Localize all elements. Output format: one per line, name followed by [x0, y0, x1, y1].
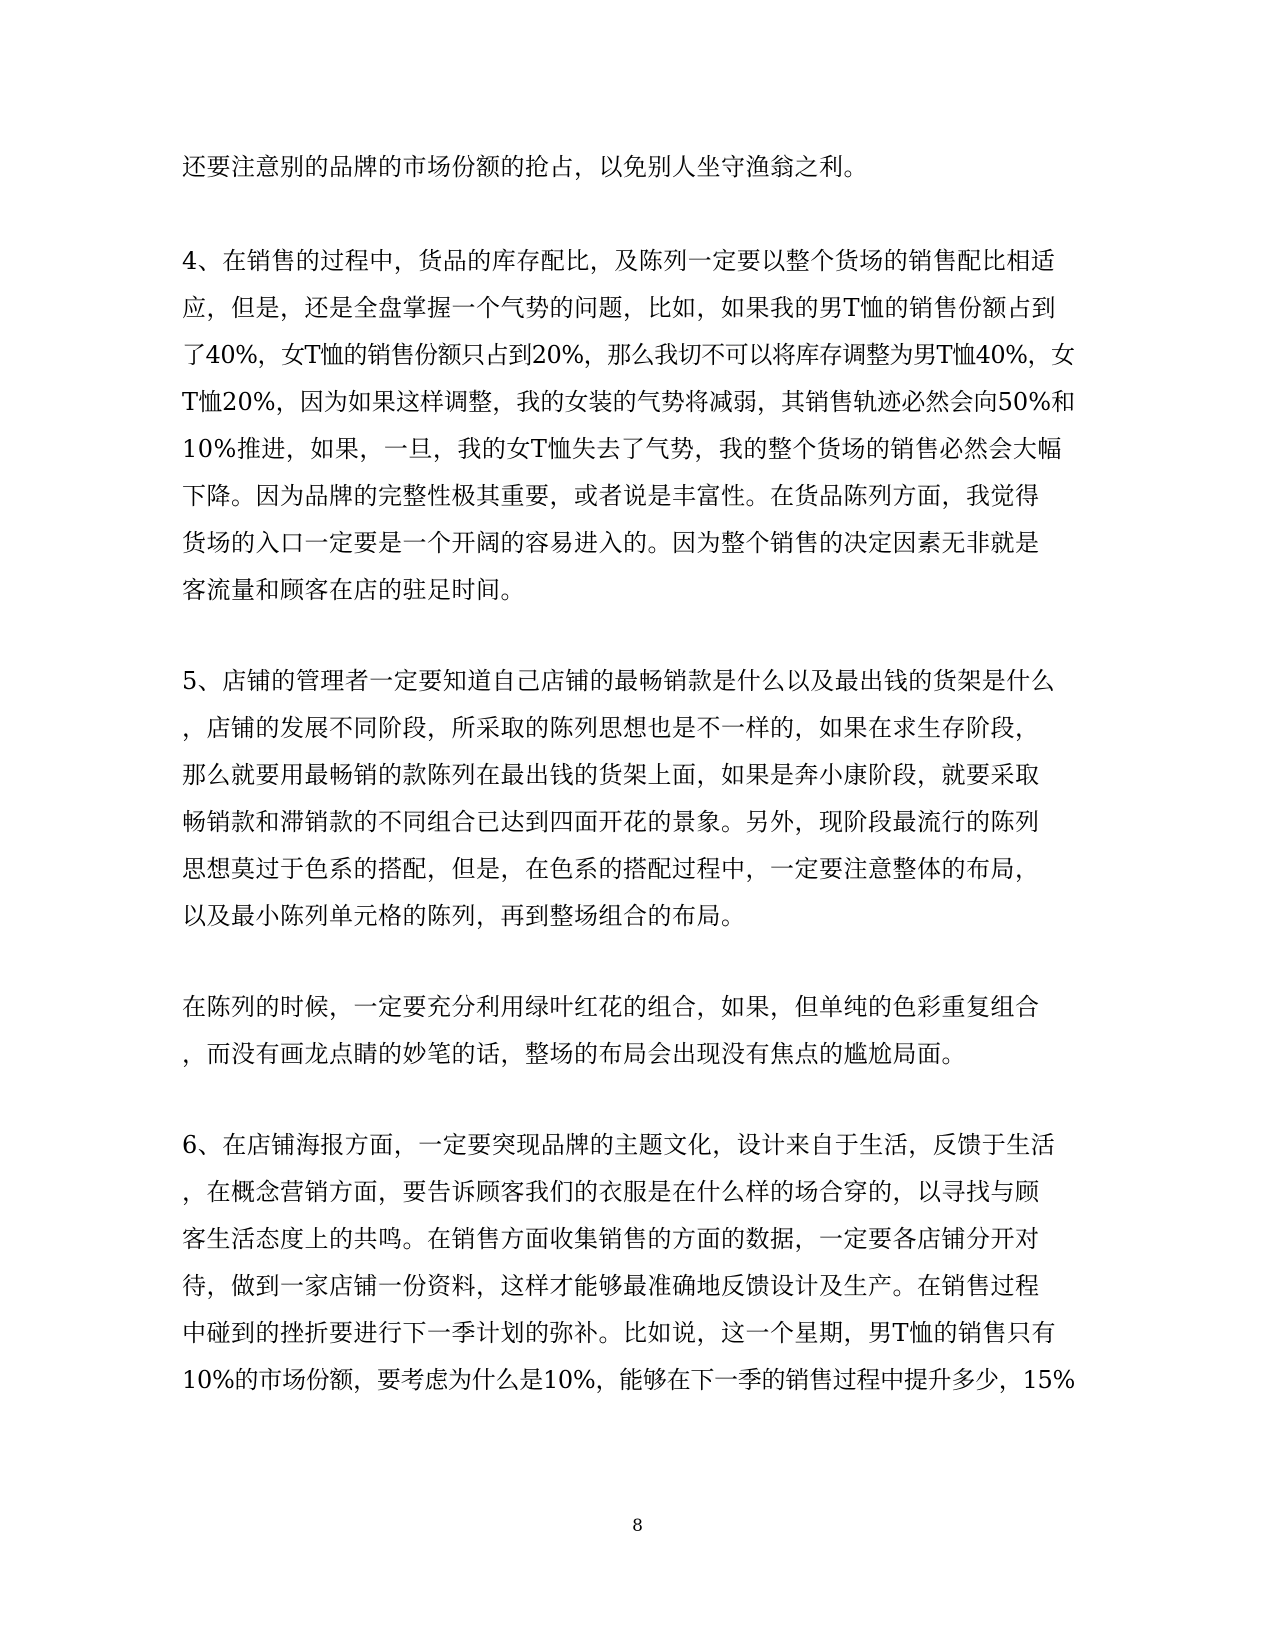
- text-line: 客生活态度上的共鸣。在销售方面收集销售的方面的数据，一定要各店铺分开对: [182, 1225, 1040, 1253]
- text-line: 10%推进，如果，一旦，我的女T恤失去了气势，我的整个货场的销售必然会大幅: [182, 435, 1062, 463]
- text-line: 10%的市场份额，要考虑为什么是10%，能够在下一季的销售过程中提升多少，15%: [182, 1366, 1076, 1394]
- text-line: 畅销款和滞销款的不同组合已达到四面开花的景象。另外，现阶段最流行的陈列: [182, 808, 1040, 836]
- text-line: 在陈列的时候，一定要充分利用绿叶红花的组合，如果，但单纯的色彩重复组合: [182, 993, 1040, 1021]
- text-line: 还要注意别的品牌的市场份额的抢占，以免别人坐守渔翁之利。: [182, 153, 868, 181]
- page-number: 8: [632, 1516, 643, 1536]
- text-line: ，店铺的发展不同阶段，所采取的陈列思想也是不一样的，如果在求生存阶段，: [182, 714, 1040, 742]
- text-line: 5、店铺的管理者一定要知道自己店铺的最畅销款是什么以及最出钱的货架是什么: [182, 667, 1056, 695]
- text-line: T恤20%，因为如果这样调整，我的女装的气势将减弱，其销售轨迹必然会向50%和: [182, 388, 1076, 416]
- text-line: 思想莫过于色系的搭配，但是，在色系的搭配过程中，一定要注意整体的布局，: [182, 855, 1040, 883]
- text-line: 待，做到一家店铺一份资料，这样才能够最准确地反馈设计及生产。在销售过程: [182, 1272, 1040, 1300]
- text-line: 那么就要用最畅销的款陈列在最出钱的货架上面，如果是奔小康阶段，就要采取: [182, 761, 1040, 789]
- text-line: 了40%，女T恤的销售份额只占到20%，那么我切不可以将库存调整为男T恤40%，女: [182, 341, 1075, 369]
- text-line: 应，但是，还是全盘掌握一个气势的问题，比如，如果我的男T恤的销售份额占到: [182, 294, 1057, 322]
- text-line: 4、在销售的过程中，货品的库存配比，及陈列一定要以整个货场的销售配比相适: [182, 247, 1056, 275]
- text-line: 6、在店铺海报方面，一定要突现品牌的主题文化，设计来自于生活，反馈于生活: [182, 1131, 1056, 1159]
- text-line: 货场的入口一定要是一个开阔的容易进入的。因为整个销售的决定因素无非就是: [182, 529, 1040, 557]
- text-line: ，在概念营销方面，要告诉顾客我们的衣服是在什么样的场合穿的，以寻找与顾: [182, 1178, 1040, 1206]
- text-line: ，而没有画龙点睛的妙笔的话，整场的布局会出现没有焦点的尴尬局面。: [182, 1040, 966, 1068]
- text-line: 下降。因为品牌的完整性极其重要，或者说是丰富性。在货品陈列方面，我觉得: [182, 482, 1040, 510]
- text-line: 以及最小陈列单元格的陈列，再到整场组合的布局。: [182, 902, 746, 930]
- text-line: 客流量和顾客在店的驻足时间。: [182, 576, 525, 604]
- text-line: 中碰到的挫折要进行下一季计划的弥补。比如说，这一个星期，男T恤的销售只有: [182, 1319, 1057, 1347]
